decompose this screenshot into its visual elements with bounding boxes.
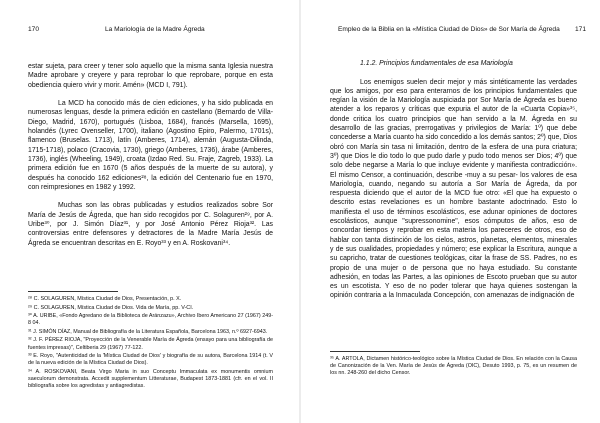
footnote-32: ³² J. F. PÉREZ RIOJA, "Proyección de la Venerable María de Ágreda (ensayo para una bibliografía de fuentes impresas)", Celtiberia 29 (1967) 77-122. [28, 337, 273, 351]
left-body-text [28, 62, 273, 257]
left-page-number: 170 [28, 26, 40, 33]
footnote-33: ³³ E. Royo, "Autenticidad de la 'Mística Ciudad de Dios' y biografía de su autora, Barcelona 1914 (t. V de la nueva edición de la Mística Ciudad de Dios). [28, 353, 273, 367]
footnote-29: ²⁹ C. SOLAGUREN, Mística Ciudad de Dios. Vida de María, pp. V-CI. [28, 304, 194, 311]
footnote-30: ³⁰ A. URIBE, «Fondo Agredano de la Biblioteca de Aránzazu», Archivo Ibero Americano 27 (1967) 249-8 04. [28, 313, 273, 327]
right-body-text [330, 59, 577, 310]
footnote-divider [28, 291, 118, 292]
left-footnotes [28, 291, 273, 392]
footnote-35: ³⁵ A. ARTOLA, Dictamen histórico-teológico sobre la Mística Ciudad de Dios. En relación con la Causa de Canonización de la Ven. María de Jesús de Ágreda (OIC), Desuto 1993, p. 75, es un resumen de los nn. 248-260 del dicho Censor. [330, 356, 577, 377]
footnote-28: ²⁸ C. SOLAGUREN, Mística Ciudad de Dios, Presentación, p. X. [28, 296, 182, 302]
left-paragraph-2: La MCD ha conocido más de cien ediciones, y ha sido publicada en numerosas lenguas, desde la primera edición en castellano (Bernardo de Villa-Diego, Madrid, 1670), portugués (Lisboa, 1684), francés (Marsella, 1695), holandés (Lyrec Ovenseller, 1700), italiano (Agostino Epiro, Palermo, 1701s), flamenco (Bruselas. 1713), latín (Amberes, 1714), alemán (Augusta-Dilinda, 1715-1718), polaco (Cracovia, 1730), griego (Amberes, 1736), árabe (Amberes, 1736), inglés (Wheeling, 1949), croata (Izdao Red. Su. Fraje, Zagreb, 1933). La primera edición fue en 1670 (5 años después de la muerte de su autora), y después ha conocido 162 ediciones²⁸, la edición del Centenario fue en 1970, con reimpresiones en 1982 y 1992. [28, 100, 273, 191]
right-page-number: 171 [575, 26, 587, 33]
left-running-head: La Mariología de la Madre Ágreda [105, 26, 205, 33]
section-title: 1.1.2. Principios fundamentales de esa Mariología [360, 60, 513, 67]
footnote-divider [330, 351, 420, 352]
footnote-34: ³⁴ A. ROSKOVANI, Beata Virgo Maria in suo Conceptu Immaculata ex monumentis omnium saeculorum demonstrata. Accedit supplementum Litteraturae, Budapest 1873-1881 (cfr. en el vol. II bibliografía sobre los agredistas y antiagredistas. [28, 368, 273, 390]
footnote-31: ³¹ J. SIMÓN DÍAZ, Manual de Bibliografía de la Literatura Española, Barcelona 1963, n.º 6927-6943. [28, 328, 268, 335]
left-paragraph-1: estar sujeta, para creer y tener solo aquello que la misma santa Iglesia nuestra Madre aprobare y creyere y para reprobar lo que reprobare, porque en esta obediencia quiero vivir y morir. Amén» (MCD I, 791). [28, 63, 273, 89]
right-paragraph-1: Los enemigos suelen decir mejor y más sintéticamente las verdades que los amigos, por eso para enterarnos de los principios fundamentales que regían la visión de la Mariología auspiciada por Sor María de Ágreda es bueno atender a los reparos y críticas que expuria el autor de la «Cuarta Copia»³⁵, donde critica los cuatro principios que han servido a la M. Ágreda en su desarrollo de las gracias, prerrogativas y privilegios de María: 1º) que debe concederse a María cuanto ha sido concedido a los demás santos; 2º) que, Dios obró con María sin tasa ni limitación, dentro de la esfera de una pura criatura; 3º) que Dios le dio todo lo que pudo darle y pudo todo menos ser Dios; 4º) que solo debe negarse a María lo que incluye evidente y manifiesta contradicción». El mismo Censor, a continuación, describe -muy a su pesar- los valores de esa Mariología, cuando, negando su autoría a Sor María de Ágreda, da por respuesta diciendo que el autor de la MCD fue otro: «El que ha expuesto o descrito estas revelaciones es un hombre bastante adoctrinado. Esto lo manifiesta el uso de términos escolásticos, ese adunar opiniones de doctores escolásticos, aunque "supressonomine", esos cómputos de años, eso de concordar tiempos y reprobar en esta materia los pareceres de otros, eso de hablar con tanta distinción de los cielos, astros, planetas, elementos, minerales y de sus cualidades, propiedades y número; ese explicar la Escritura, aunque a su capricho, tratar de cuestiones teológicas, citar la frase de SS. Padres, no es propio de una mujer o de persona que no haya estudiado. Su constante adhesión, en todas las Partes, a las opiniones de Escoto prueban que su autor es un escotista. Y eso de no poder tolerar que haya quienes sostengan la opinión contraria a la Inmaculada Concepción, con amenazas de indignación de [330, 78, 577, 300]
right-page [300, 0, 600, 423]
left-paragraph-3: Muchas son las obras publicadas y estudios realizados sobre Sor María de Jesús de Ágreda, que han sido recogidos por C. Solaguren²⁹, por A. Uribe³⁰, por J. Simón Díaz³¹, y por José Antonio Pérez Rioja³². Las controversias entre defensores y detractores de la Madre María Jesús de Ágreda se encuentran descritas en E. Royo³³ y en A. Roskovani³⁴. [28, 202, 273, 247]
right-footnotes [330, 351, 577, 379]
right-running-head: Empleo de la Biblia en la «Mística Ciudad de Dios» de Sor María de Ágreda [338, 26, 560, 33]
